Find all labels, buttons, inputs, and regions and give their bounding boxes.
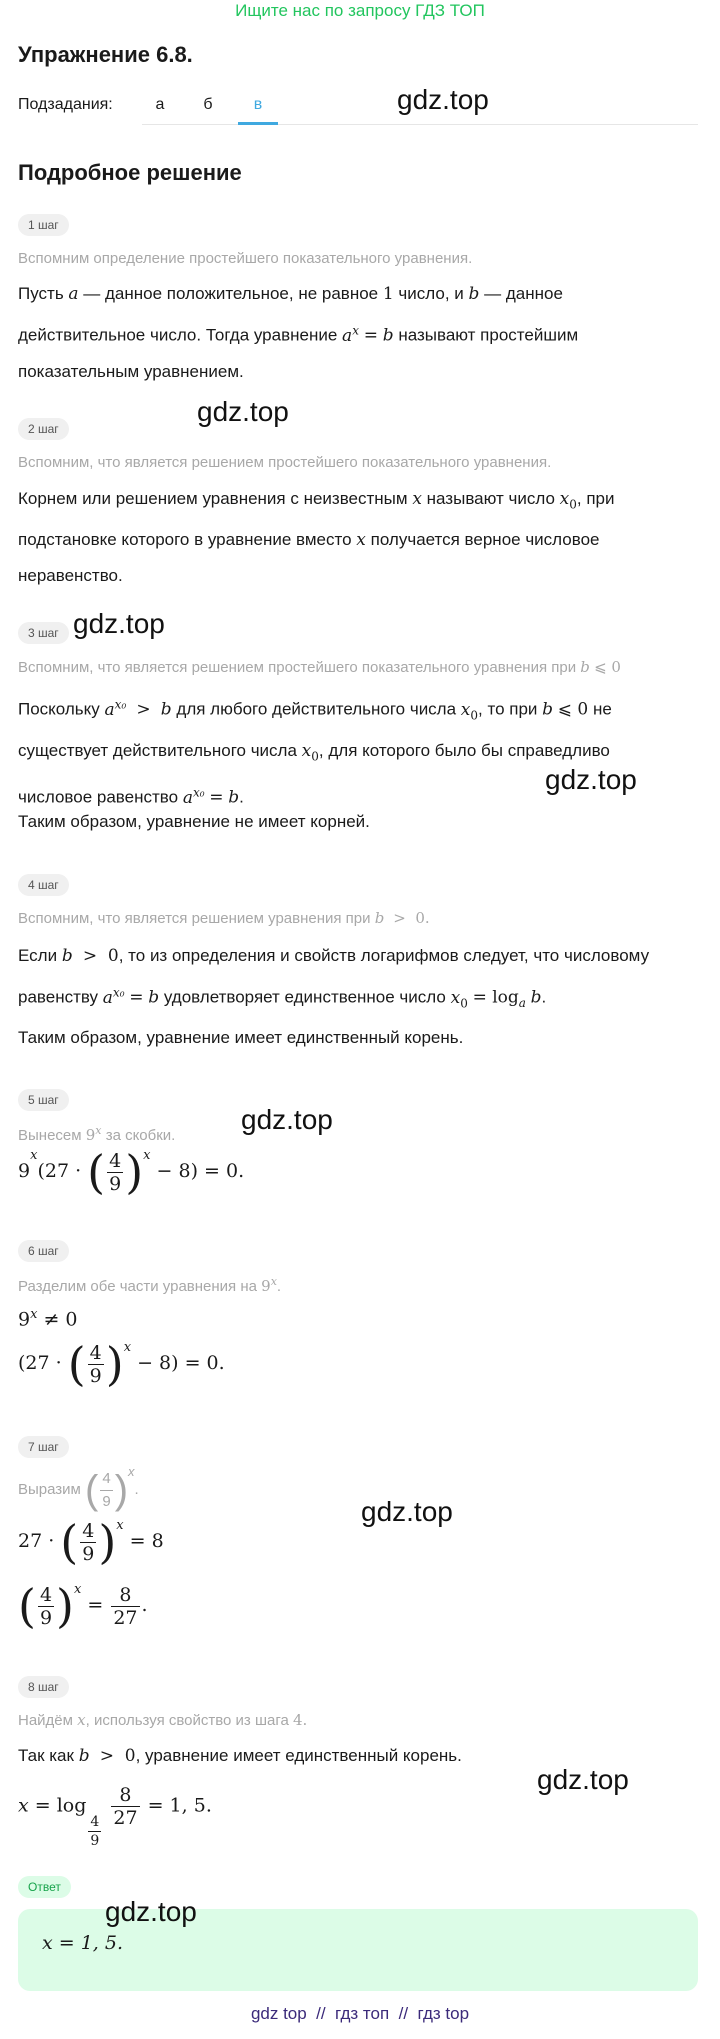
step-8-hint: Найдём x, используя свойство из шага 4. bbox=[18, 1711, 308, 1729]
step-6-formula-1: $9^x \ne 0$ bbox=[18, 1307, 78, 1331]
step-5-hint: Вынесем 9$^x$ за скобки. bbox=[18, 1124, 176, 1144]
step-6-formula-2: (27 · ( $\frac{4}{9}$ )$^x$ − 8) = 0. bbox=[18, 1337, 225, 1391]
step-6-hint: Разделим обе части уравнения на 9$^x$. bbox=[18, 1275, 282, 1295]
step-3-badge: 3 шаг bbox=[18, 622, 69, 644]
watermark-text: gdz.top bbox=[105, 1896, 197, 1927]
step-7-badge: 7 шаг bbox=[18, 1436, 69, 1458]
step-8-text: Так как b > 0, уравнение имеет единственный корень. bbox=[18, 1746, 462, 1766]
step-1-badge: 1 шаг bbox=[18, 214, 69, 236]
step-1-hint: Вспомним определение простейшего показательного уравнения. bbox=[18, 250, 473, 267]
step-1-text: Пусть a — данное положительное, не равное 1 число, и b — данное действительное число. Тогда уравнение $a^x = b$ называют простейшим показательным уравнением. bbox=[18, 284, 579, 381]
footer-links[interactable]: gdz top // гдз топ // гдз top bbox=[250, 2004, 470, 2023]
answer-value: x = 1, 5. bbox=[42, 1932, 124, 1954]
top-banner[interactable]: Ищите нас по запросу ГДЗ ТОП bbox=[235, 1, 485, 20]
step-6-badge: 6 шаг bbox=[18, 1240, 69, 1262]
section-title: Подробное решение bbox=[18, 160, 242, 185]
subtask-active-indicator bbox=[238, 122, 278, 125]
watermark-text: gdz.top bbox=[537, 1764, 629, 1795]
step-4-conclusion: Таким образом, уравнение имеет единственный корень. bbox=[18, 1028, 464, 1047]
watermark-text: gdz.top bbox=[73, 608, 165, 639]
step-5-badge: 5 шаг bbox=[18, 1089, 69, 1111]
step-4-hint: Вспомним, что является решением уравнения при b > 0. bbox=[18, 909, 430, 927]
watermark-text: gdz.top bbox=[397, 84, 489, 115]
step-7-hint: Выразим ( $\frac{4}{9}$ )x. bbox=[18, 1464, 139, 1513]
step-8-formula: x = log $\frac{4}{9}$ $\frac{8}{27}$ = 1, 5. bbox=[18, 1784, 212, 1849]
watermark-text: gdz.top bbox=[241, 1104, 333, 1135]
step-7-formula-2: ( $\frac{4}{9}$ )$^x$ = $\frac{8}{27}$ . bbox=[18, 1579, 148, 1633]
step-4-text: Если b > 0, то из определения и свойств логарифмов следует, что числовому равенству $a^{x_0} = b$ удовлетворяет единственное число $x_0 = \log_a b$. bbox=[18, 946, 650, 1011]
subtasks-label: Подзадания: bbox=[18, 96, 113, 113]
watermark-text: gdz.top bbox=[361, 1496, 453, 1527]
step-4-badge: 4 шаг bbox=[18, 874, 69, 896]
step-2-text: Корнем или решением уравнения с неизвестным x называют число $x_0$, при подстановке которого в уравнение вместо x получается верное числовое неравенство. bbox=[18, 489, 615, 586]
step-2-hint: Вспомним, что является решением простейшего показательного уравнения. bbox=[18, 454, 552, 471]
page-title: Упражнение 6.8. bbox=[18, 42, 193, 67]
subtask-tab-v[interactable]: в bbox=[253, 96, 263, 113]
subtask-tab-b[interactable]: б bbox=[203, 96, 213, 113]
watermark-text: gdz.top bbox=[545, 764, 637, 795]
subtask-tab-a[interactable]: а bbox=[155, 96, 165, 113]
step-5-formula: $9^x(27$ · ( $\frac{4}{9}$ )$^x$ − 8) = 0. bbox=[18, 1145, 245, 1199]
step-3-hint: Вспомним, что является решением простейшего показательного уравнения при b ⩽ 0 bbox=[18, 658, 621, 676]
step-3-text: Поскольку $a^{x_0} > b$ для любого действительного числа $x_0$, то при b ⩽ 0 не существует действительного числа $x_0$, для которого было бы справедливо числовое равенство $a^{x_0} = b$. bbox=[18, 697, 612, 809]
answer-badge: Ответ bbox=[18, 1876, 71, 1898]
step-7-formula-1: 27 · ( $\frac{4}{9}$ )$^x$ = 8 bbox=[18, 1515, 164, 1569]
step-8-badge: 8 шаг bbox=[18, 1676, 69, 1698]
watermark-text: gdz.top bbox=[197, 396, 289, 427]
step-2-badge: 2 шаг bbox=[18, 418, 69, 440]
subtasks-divider bbox=[142, 124, 698, 125]
step-3-conclusion: Таким образом, уравнение не имеет корней. bbox=[18, 812, 370, 831]
